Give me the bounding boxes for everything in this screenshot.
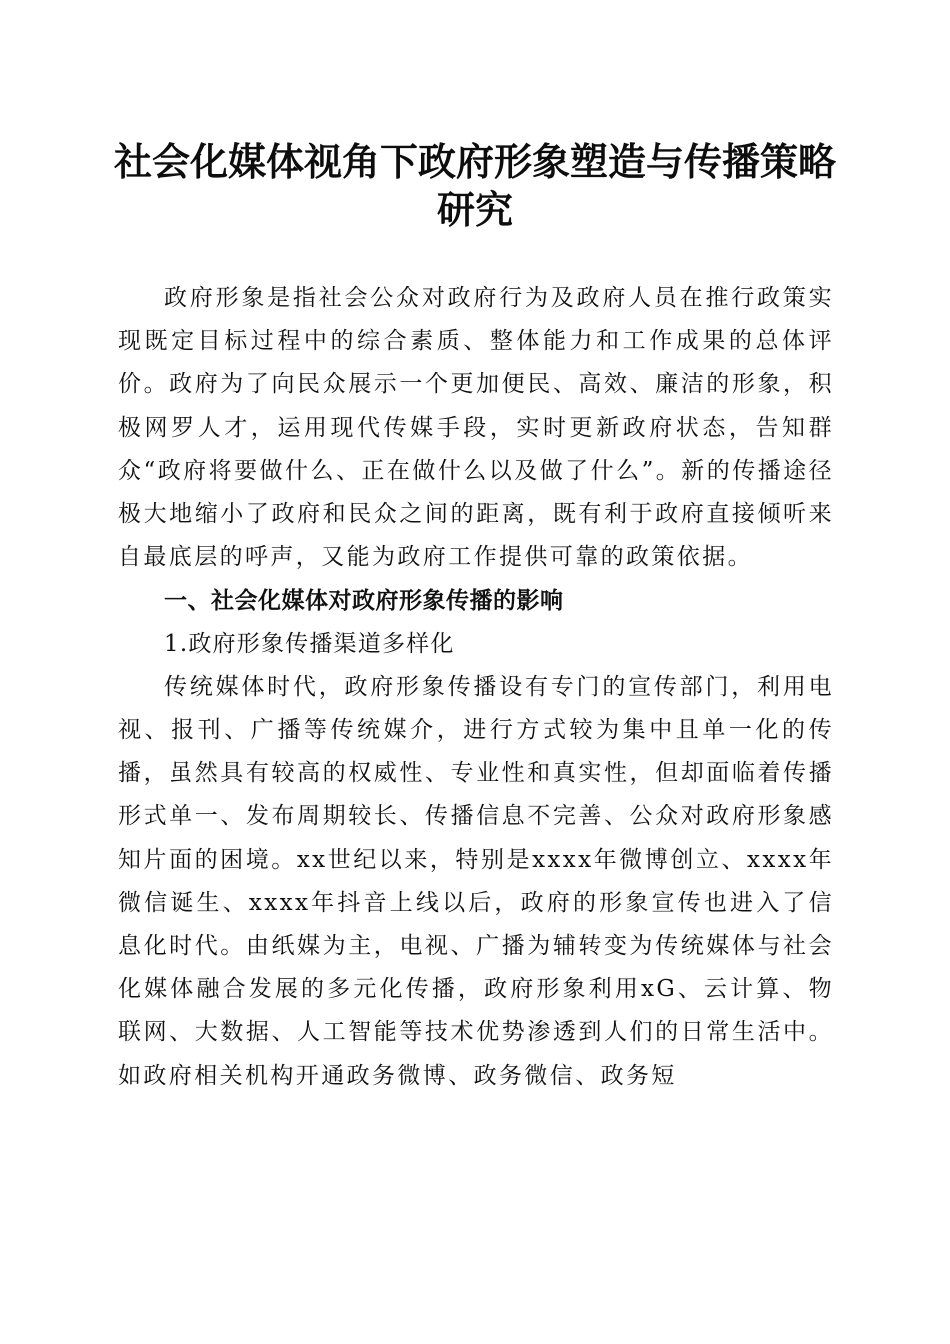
- intro-paragraph: 政府形象是指社会公众对政府行为及政府人员在推行政策实现既定目标过程中的综合素质、整体能力和工作成果的总体评价。政府为了向民众展示一个更加便民、高效、廉洁的形象，积极网罗人才，运用现代传媒手段，实时更新政府状态，告知群众“政府将要做什么、正在做什么以及做了什么”。新的传播途径极大地缩小了政府和民众之间的距离，既有利于政府直接倾听来自最底层的呼声，又能为政府工作提供可靠的政策依据。: [118, 285, 834, 571]
- document-body: [118, 277, 834, 1098]
- section-heading: 一、社会化媒体对政府形象传播的影响: [164, 587, 564, 615]
- body-paragraph: 传统媒体时代，政府形象传播设有专门的宣传部门，利用电视、报刊、广播等传统媒介，进行方式较为集中且单一化的传播，虽然具有较高的权威性、专业性和真实性，但却面临着传播形式单一、发布周期较长、传播信息不完善、公众对政府形象感知片面的困境。xx世纪以来，特别是xxxx年微博创立、xxxx年微信诞生、xxxx年抖音上线以后，政府的形象宣传也进入了信息化时代。由纸媒为主，电视、广播为辅转变为传统媒体与社会化媒体融合发展的多元化传播，政府形象利用xG、云计算、物联网、大数据、人工智能等技术优势渗透到人们的日常生活中。如政府相关机构开通政务微博、政务微信、政务短: [118, 673, 834, 1089]
- subsection-heading: 1.政府形象传播渠道多样化: [164, 630, 455, 657]
- document-title: 社会化媒体视角下政府形象塑造与传播策略研究: [113, 139, 836, 232]
